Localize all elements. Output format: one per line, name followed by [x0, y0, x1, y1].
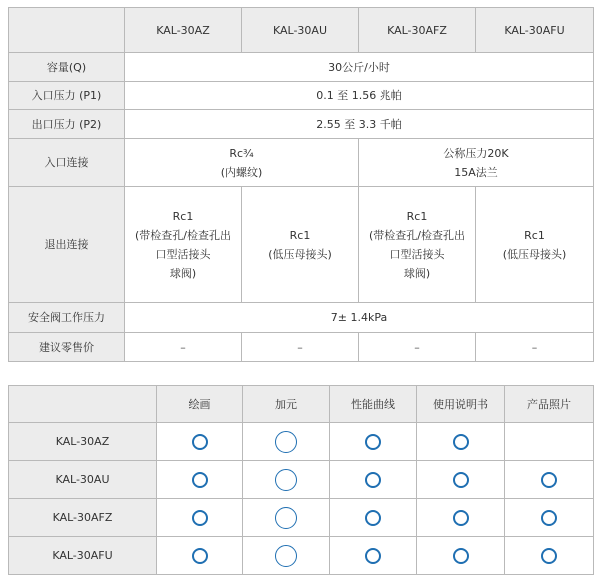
- asset-cell-drawing[interactable]: [157, 499, 243, 537]
- asset-rows: [9, 423, 594, 575]
- asset-cell-drawing[interactable]: [157, 537, 243, 575]
- available-circle-icon[interactable]: [453, 434, 469, 450]
- asset-cell-manual[interactable]: [417, 499, 505, 537]
- available-circle-icon[interactable]: [453, 510, 469, 526]
- asset-header-performance-curve: 性能曲线: [330, 386, 417, 423]
- inlet-pressure-label: 入口压力 (P1): [9, 82, 125, 110]
- available-circle-icon[interactable]: [192, 548, 208, 564]
- available-circle-icon[interactable]: [541, 548, 557, 564]
- model-header-afz: KAL-30AFZ: [359, 8, 476, 53]
- asset-cell-cad[interactable]: [243, 461, 330, 499]
- available-circle-icon[interactable]: [365, 510, 381, 526]
- model-header-au: KAL-30AU: [242, 8, 359, 53]
- asset-cell-drawing[interactable]: [157, 423, 243, 461]
- relief-valve-value: 7± 1.4kPa: [125, 303, 594, 333]
- available-circle-icon[interactable]: [275, 545, 297, 567]
- outlet-connection-au: Rc1 (低压母接头): [242, 187, 359, 303]
- price-value-afz: –: [359, 333, 476, 362]
- spec-corner: [9, 8, 125, 53]
- asset-row: [9, 499, 594, 537]
- asset-row-model: KAL-30AFU: [9, 537, 157, 575]
- relief-valve-label: 安全阀工作压力: [9, 303, 125, 333]
- asset-row: [9, 423, 594, 461]
- asset-cell-cad[interactable]: [243, 499, 330, 537]
- outlet-connection-afu: Rc1 (低压母接头): [476, 187, 594, 303]
- outlet-pressure-label: 出口压力 (P2): [9, 110, 125, 139]
- asset-cell-performance-curve[interactable]: [330, 499, 417, 537]
- outlet-connection-label: 退出连接: [9, 187, 125, 303]
- available-circle-icon[interactable]: [192, 434, 208, 450]
- asset-cell-drawing[interactable]: [157, 461, 243, 499]
- asset-row-model: KAL-30AFZ: [9, 499, 157, 537]
- spec-table: [8, 7, 594, 362]
- available-circle-icon[interactable]: [275, 431, 297, 453]
- available-circle-icon[interactable]: [453, 548, 469, 564]
- asset-row: [9, 537, 594, 575]
- asset-table: [8, 385, 594, 575]
- outlet-connection-az: Rc1 (带检查孔/检查孔出 口型活接头 球阀): [125, 187, 242, 303]
- available-circle-icon[interactable]: [541, 510, 557, 526]
- inlet-connection-label: 入口连接: [9, 139, 125, 187]
- price-value-afu: –: [476, 333, 594, 362]
- inlet-connection-az-au: Rc¾ (内螺纹): [125, 139, 359, 187]
- available-circle-icon[interactable]: [192, 472, 208, 488]
- available-circle-icon[interactable]: [365, 472, 381, 488]
- asset-header-manual: 使用说明书: [417, 386, 505, 423]
- asset-row: [9, 461, 594, 499]
- model-header-az: KAL-30AZ: [125, 8, 242, 53]
- asset-cell-performance-curve[interactable]: [330, 537, 417, 575]
- asset-corner: [9, 386, 157, 423]
- capacity-value: 30公斤/小时: [125, 53, 594, 82]
- asset-header-drawing: 绘画: [157, 386, 243, 423]
- available-circle-icon[interactable]: [275, 469, 297, 491]
- available-circle-icon[interactable]: [541, 472, 557, 488]
- asset-cell-manual[interactable]: [417, 537, 505, 575]
- asset-cell-performance-curve[interactable]: [330, 423, 417, 461]
- available-circle-icon[interactable]: [192, 510, 208, 526]
- asset-cell-photo[interactable]: [505, 537, 594, 575]
- model-header-afu: KAL-30AFU: [476, 8, 594, 53]
- available-circle-icon[interactable]: [453, 472, 469, 488]
- outlet-pressure-value: 2.55 至 3.3 千帕: [125, 110, 594, 139]
- asset-cell-photo: [505, 423, 594, 461]
- price-label: 建议零售价: [9, 333, 125, 362]
- available-circle-icon[interactable]: [365, 548, 381, 564]
- asset-row-model: KAL-30AZ: [9, 423, 157, 461]
- asset-cell-photo[interactable]: [505, 499, 594, 537]
- asset-cell-manual[interactable]: [417, 461, 505, 499]
- outlet-connection-afz: Rc1 (带检查孔/检查孔出 口型活接头 球阀): [359, 187, 476, 303]
- available-circle-icon[interactable]: [365, 434, 381, 450]
- asset-row-model: KAL-30AU: [9, 461, 157, 499]
- asset-cell-performance-curve[interactable]: [330, 461, 417, 499]
- capacity-label: 容量(Q): [9, 53, 125, 82]
- available-circle-icon[interactable]: [275, 507, 297, 529]
- asset-header-photo: 产品照片: [505, 386, 594, 423]
- price-value-au: –: [242, 333, 359, 362]
- inlet-connection-afz-afu: 公称压力20K 15A法兰: [359, 139, 594, 187]
- asset-header-cad: 加元: [243, 386, 330, 423]
- asset-cell-manual[interactable]: [417, 423, 505, 461]
- asset-cell-cad[interactable]: [243, 537, 330, 575]
- asset-cell-cad[interactable]: [243, 423, 330, 461]
- inlet-pressure-value: 0.1 至 1.56 兆帕: [125, 82, 594, 110]
- asset-cell-photo[interactable]: [505, 461, 594, 499]
- price-value-az: –: [125, 333, 242, 362]
